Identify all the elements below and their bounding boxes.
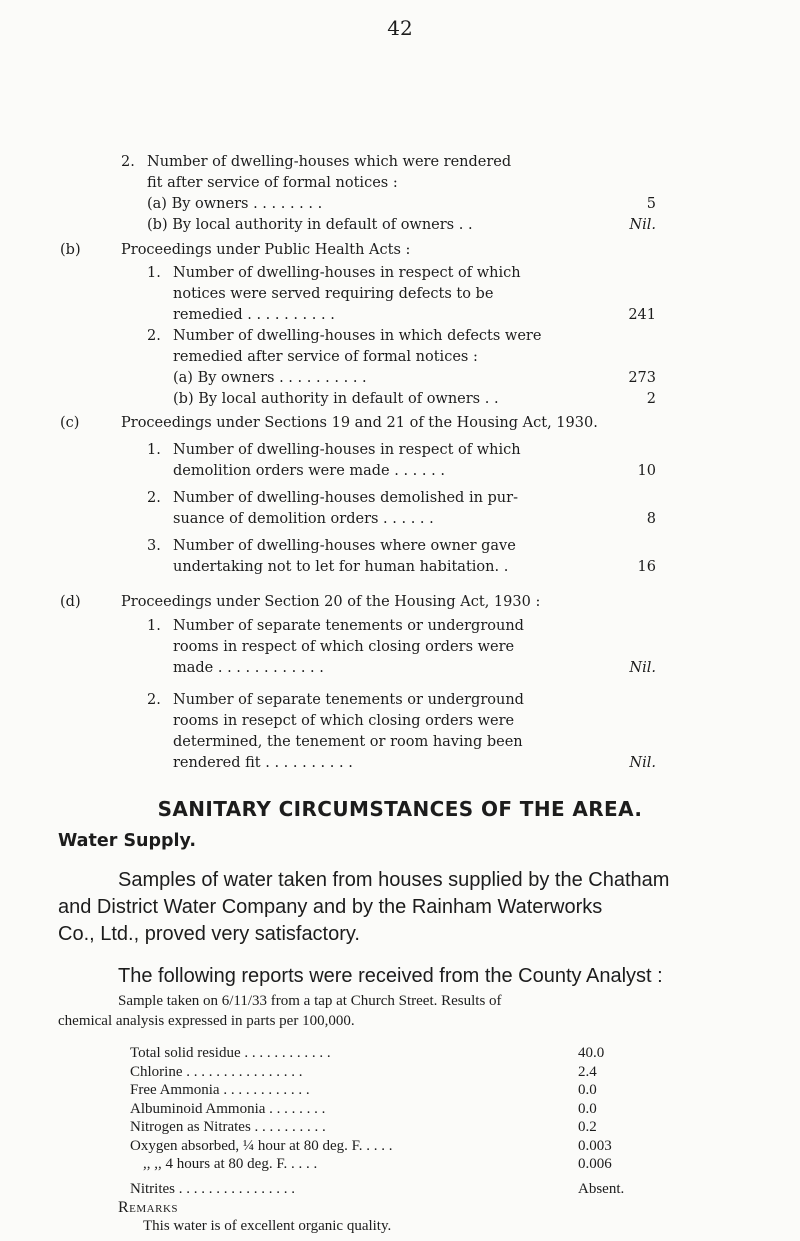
text-line: Number of separate tenements or underground [173,618,524,634]
remarks-label: Remarks [118,1199,179,1216]
text-line: (b) By local authority in default of owners . . [173,391,499,407]
text-line: Number of separate tenements or underground [173,692,524,708]
paragraph-line: and District Water Company and by the Rainham Waterworks [58,896,603,918]
text-line: demolition orders were made . . . . . . [173,463,445,479]
text-line: Number of dwelling-houses in which defects were [173,328,542,344]
analysis-row-label: Oxygen absorbed, ¼ hour at 80 deg. F. . . . . [130,1137,393,1154]
value: 8 [646,511,656,527]
section-title: Proceedings under Sections 19 and 21 of the Housing Act, 1930. [121,415,598,431]
item-number: 2. [147,490,161,506]
value: 5 [646,196,656,212]
text-line: Number of dwelling-houses demolished in pur- [173,490,518,506]
value: 273 [628,370,656,386]
section-label: (d) [60,594,81,610]
section-label: (c) [60,415,80,431]
remarks-text: This water is of excellent organic quality. [143,1218,392,1234]
text-line: (a) By owners . . . . . . . . . . [173,370,367,386]
item-number: 2. [147,692,161,708]
heading-water-supply: Water Supply. [58,831,197,851]
text-line: undertaking not to let for human habitation. . [173,559,509,575]
item-number: 3. [147,538,161,554]
text-line: suance of demolition orders . . . . . . [173,511,434,527]
analysis-row-label: Chlorine . . . . . . . . . . . . . . . . [130,1063,303,1080]
text-line: rooms in respect of which closing orders were [173,639,515,655]
value: Nil. [629,755,656,771]
sample-line: Sample taken on 6/11/33 from a tap at Church Street. Results of [118,993,502,1009]
analysis-row-value: 2.4 [578,1063,597,1080]
text-line: (a) By owners . . . . . . . . [147,196,323,212]
item-number: 1. [147,265,161,281]
paragraph-line: Samples of water taken from houses supplied by the Chatham [118,869,670,891]
item-number: 2. [147,328,161,344]
analysis-row-value: Absent. [578,1180,625,1197]
analysis-row-label: Total solid residue . . . . . . . . . . . . [130,1045,331,1061]
text-line: determined, the tenement or room having been [173,734,523,750]
analysis-row-value: 0.003 [578,1137,612,1154]
item-number: 1. [147,618,161,634]
value: Nil. [629,217,656,233]
section-title: Proceedings under Section 20 of the Housing Act, 1930 : [121,594,541,610]
analysis-row-value: 0.006 [578,1156,612,1172]
analysis-row-value: 0.0 [578,1082,597,1098]
text-line: notices were served requiring defects to be [173,286,494,302]
sample-line: chemical analysis expressed in parts per 100,000. [58,1013,355,1029]
text-line: rooms in resepct of which closing orders were [173,713,515,729]
text-line: Number of dwelling-houses in respect of which [173,265,521,281]
analysis-row-value: 0.2 [578,1119,597,1135]
paragraph-line: Co., Ltd., proved very satisfactory. [58,923,360,945]
item-number: 1. [147,442,161,458]
text-line: made . . . . . . . . . . . . [173,660,324,676]
heading-sanitary: SANITARY CIRCUMSTANCES OF THE AREA. [157,797,643,821]
section-label: (b) [60,242,81,258]
text-line: remedied after service of formal notices : [173,349,478,365]
page-number: 42 [387,16,413,40]
analysis-row-label: Free Ammonia . . . . . . . . . . . . [130,1082,310,1098]
text-line: fit after service of formal notices : [147,175,398,191]
analysis-row-value: 0.0 [578,1100,597,1117]
text-line: (b) By local authority in default of owners . . [147,217,473,233]
value: 10 [637,463,656,479]
analysis-row-label: Nitrites . . . . . . . . . . . . . . . . [130,1180,295,1197]
analysis-row-value: 40.0 [578,1045,605,1061]
analysis-row-label: Albuminoid Ammonia . . . . . . . . [130,1100,326,1117]
section-title: Proceedings under Public Health Acts : [121,242,411,258]
value: 241 [628,307,656,323]
paragraph-line: The following reports were received from the County Analyst : [118,965,663,987]
value: 16 [637,559,656,575]
value: Nil. [629,660,656,676]
text-line: rendered fit . . . . . . . . . . [173,755,353,771]
text-line: remedied . . . . . . . . . . [173,307,335,323]
text-line: Number of dwelling-houses where owner gave [173,538,516,554]
analysis-row-label: Nitrogen as Nitrates . . . . . . . . . . [130,1119,326,1135]
analysis-row-label: ,, ,, 4 hours at 80 deg. F. . . . . [143,1156,318,1172]
item-number: 2. [121,154,135,170]
value: 2 [646,391,656,407]
text-line: Number of dwelling-houses in respect of which [173,442,521,458]
text-line: Number of dwelling-houses which were rendered [147,154,512,170]
